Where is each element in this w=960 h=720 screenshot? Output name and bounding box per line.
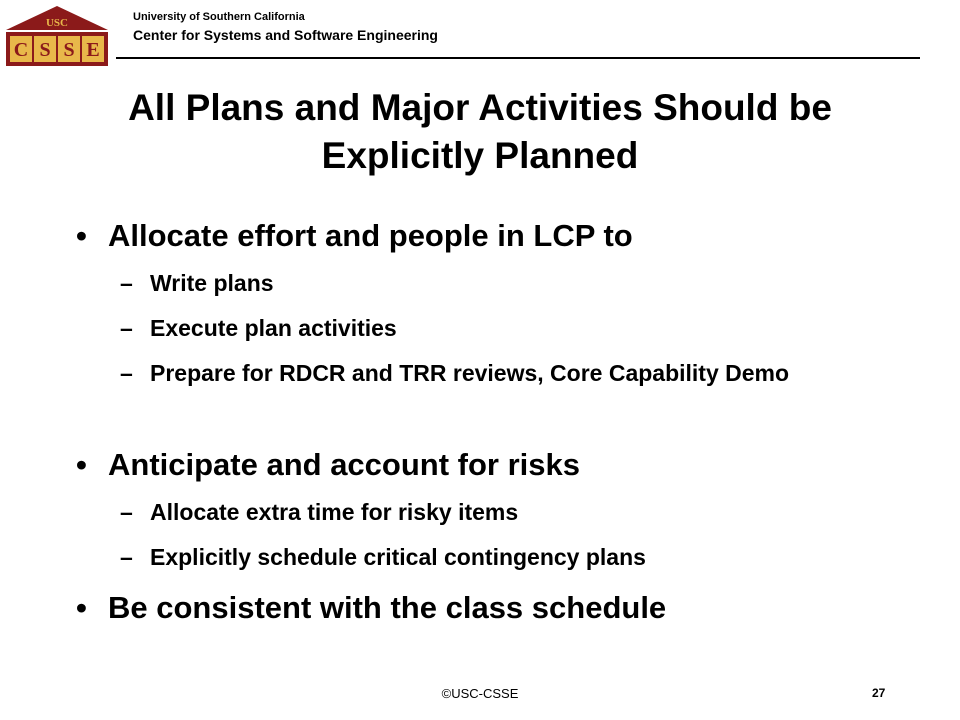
title-line: Explicitly Planned <box>321 135 639 176</box>
title-line: All Plans and Major Activities Should be <box>128 87 832 128</box>
bullet-marker: • <box>76 218 87 253</box>
institution-name: University of Southern California <box>133 11 305 23</box>
slide-title <box>40 84 920 180</box>
logo-letter: S <box>63 39 75 61</box>
page-number: 27 <box>872 686 886 700</box>
logo-letter: E <box>86 39 100 61</box>
center-name: Center for Systems and Software Engineering <box>133 27 438 43</box>
sub-bullet-text: Prepare for RDCR and TRR reviews, Core Capability Demo <box>150 360 790 386</box>
sub-bullet-marker: – <box>120 270 133 296</box>
bullet-text: Be consistent with the class schedule <box>108 590 667 625</box>
footer-copyright: ©USC-CSSE <box>441 686 519 701</box>
sub-bullet-text: Explicitly schedule critical contingency plans <box>150 544 646 570</box>
sub-bullet-text: Allocate extra time for risky items <box>150 499 519 525</box>
bullet-text: Anticipate and account for risks <box>108 447 580 482</box>
logo-letter: S <box>39 39 51 61</box>
header-divider <box>116 57 920 59</box>
bullet-text: Allocate effort and people in LCP to <box>108 218 633 253</box>
logo-letter: C <box>13 39 29 61</box>
sub-bullet-marker: – <box>120 544 133 570</box>
usc-csse-logo <box>2 4 112 70</box>
sub-bullet-marker: – <box>120 360 133 386</box>
bullet-marker: • <box>76 590 87 625</box>
sub-bullet-marker: – <box>120 315 133 341</box>
header <box>133 10 438 44</box>
bullet-marker: • <box>76 447 87 482</box>
sub-bullet-text: Execute plan activities <box>150 315 397 341</box>
sub-bullet-text: Write plans <box>150 270 274 296</box>
logo-usc-text: USC <box>45 17 69 29</box>
sub-bullet-marker: – <box>120 499 133 525</box>
